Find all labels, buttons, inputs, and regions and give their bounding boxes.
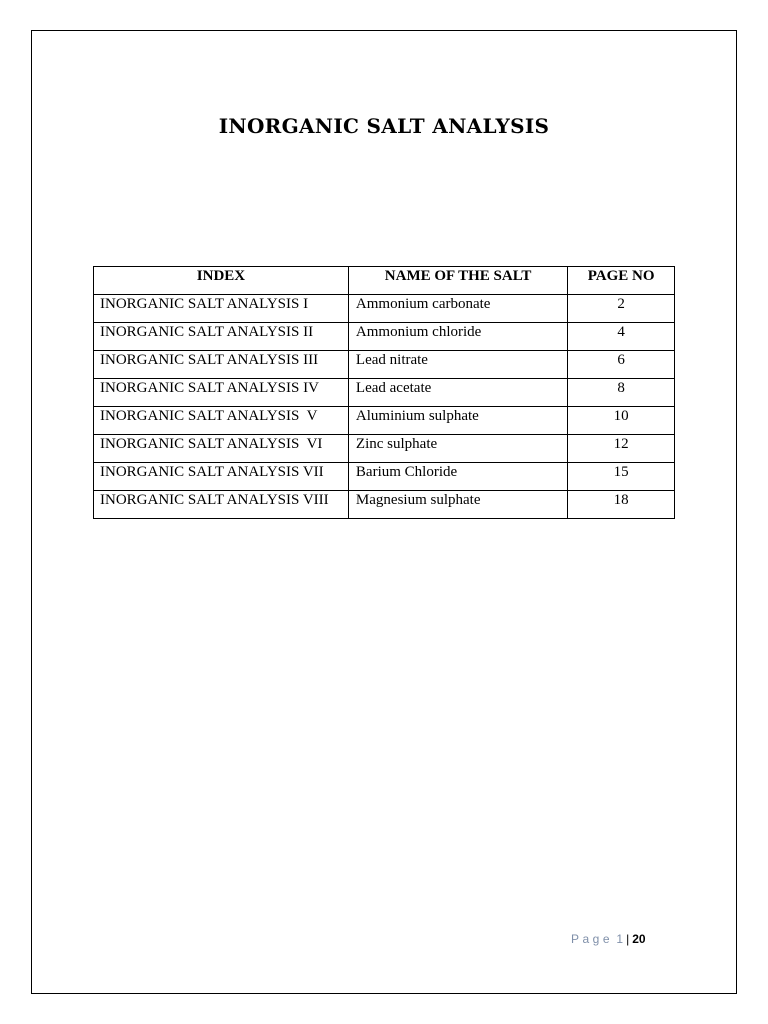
header-index: INDEX [94, 267, 349, 295]
header-page-no: PAGE NO [568, 267, 675, 295]
footer-total-pages: 20 [632, 932, 646, 946]
row-salt-name-cell: Magnesium sulphate [348, 491, 567, 519]
header-salt-name: NAME OF THE SALT [348, 267, 567, 295]
row-index-cell: INORGANIC SALT ANALYSIS V [94, 407, 349, 435]
row-page-cell: 12 [568, 435, 675, 463]
table-row [94, 407, 675, 435]
row-index-cell: INORGANIC SALT ANALYSIS VIII [94, 491, 349, 519]
page-footer [571, 932, 646, 946]
table-row [94, 435, 675, 463]
row-page-cell: 2 [568, 295, 675, 323]
row-salt-name-cell: Lead acetate [348, 379, 567, 407]
row-page-cell: 4 [568, 323, 675, 351]
row-salt-name-cell: Aluminium sulphate [348, 407, 567, 435]
row-page-cell: 15 [568, 463, 675, 491]
row-index-cell: INORGANIC SALT ANALYSIS III [94, 351, 349, 379]
row-page-cell: 6 [568, 351, 675, 379]
row-index-cell: INORGANIC SALT ANALYSIS IV [94, 379, 349, 407]
footer-page-word: Page [571, 932, 614, 946]
table-row [94, 491, 675, 519]
footer-page-number: 1 [616, 932, 624, 946]
row-index-cell: INORGANIC SALT ANALYSIS VI [94, 435, 349, 463]
row-index-cell: INORGANIC SALT ANALYSIS I [94, 295, 349, 323]
table-row [94, 351, 675, 379]
row-salt-name-cell: Ammonium carbonate [348, 295, 567, 323]
table-row [94, 463, 675, 491]
table-row [94, 379, 675, 407]
index-table [93, 266, 675, 519]
row-salt-name-cell: Barium Chloride [348, 463, 567, 491]
table-row [94, 323, 675, 351]
footer-separator: | [626, 932, 630, 946]
row-page-cell: 18 [568, 491, 675, 519]
row-index-cell: INORGANIC SALT ANALYSIS II [94, 323, 349, 351]
row-index-cell: INORGANIC SALT ANALYSIS VII [94, 463, 349, 491]
row-salt-name-cell: Ammonium chloride [348, 323, 567, 351]
row-salt-name-cell: Zinc sulphate [348, 435, 567, 463]
table-header-row [94, 267, 675, 295]
row-salt-name-cell: Lead nitrate [348, 351, 567, 379]
table-row [94, 295, 675, 323]
document-title: INORGANIC SALT ANALYSIS [218, 114, 550, 138]
row-page-cell: 10 [568, 407, 675, 435]
row-page-cell: 8 [568, 379, 675, 407]
